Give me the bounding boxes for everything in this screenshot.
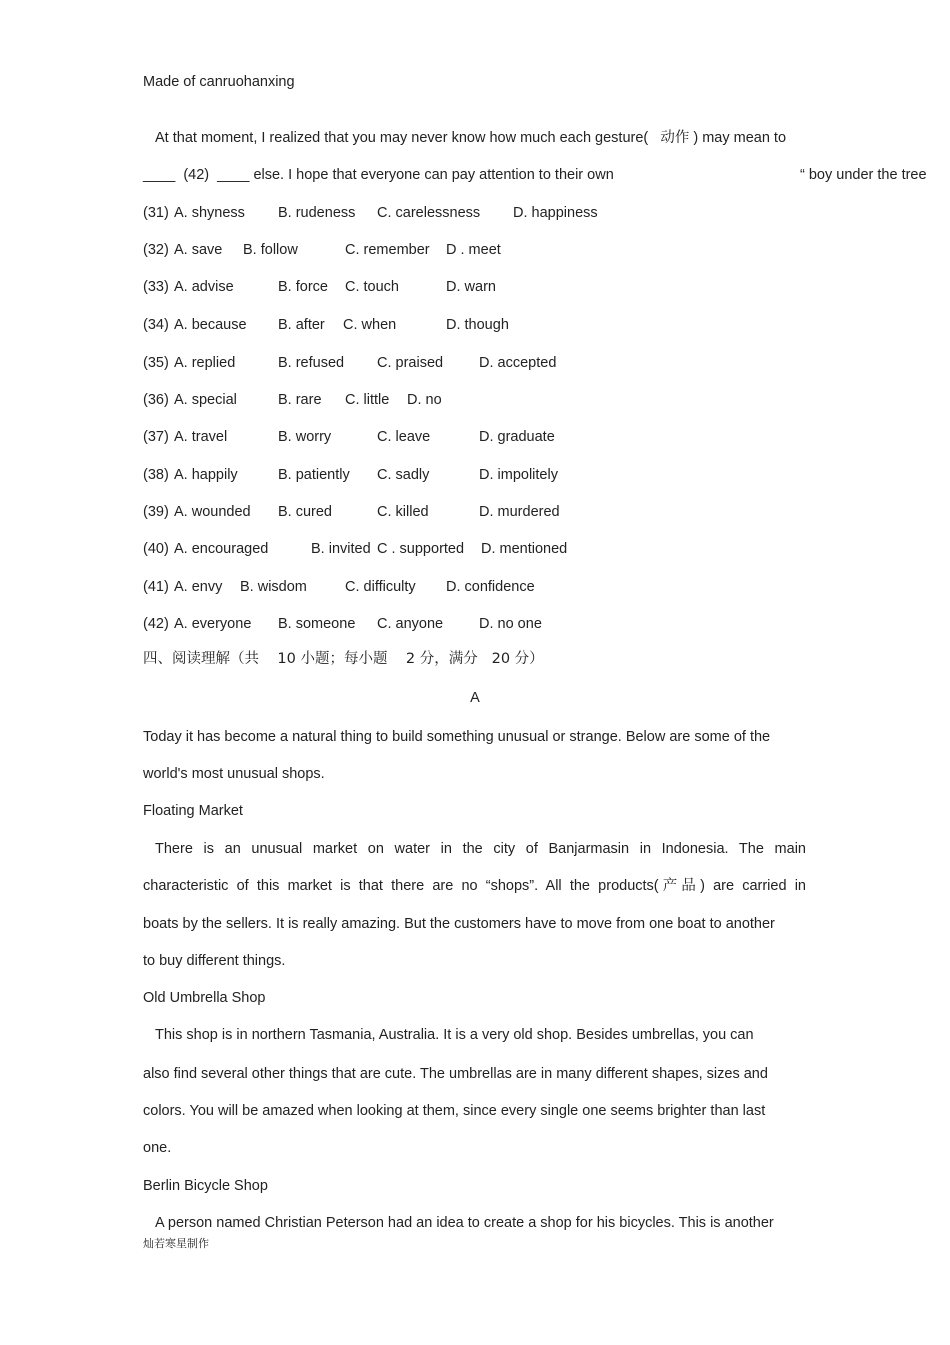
question-number: (38) <box>143 467 169 483</box>
option-a: A. special <box>174 392 237 408</box>
question-number: (42) <box>143 616 169 632</box>
option-c: C. sadly <box>377 467 430 483</box>
option-b: B. rare <box>278 392 322 408</box>
option-d: D. happiness <box>513 205 598 221</box>
option-b: B. invited <box>311 541 371 557</box>
passage-label: A <box>470 690 480 706</box>
question-number: (36) <box>143 392 169 408</box>
option-c: C. leave <box>377 429 431 445</box>
section-title-old-umbrella-shop: Old Umbrella Shop <box>143 990 266 1006</box>
option-c: C. carelessness <box>377 205 481 221</box>
option-d: D. mentioned <box>481 541 568 557</box>
option-b: B. patiently <box>278 467 350 483</box>
floating-market-line-2: characteristic of this market is that there are no “shops”. All the products(产品) are carried in <box>143 878 806 894</box>
intro-line-1: At that moment, I realized that you may never know how much each gesture( 动作 ) may mean to <box>155 130 787 146</box>
option-d: D. no <box>407 392 442 408</box>
option-a: A. wounded <box>174 504 251 520</box>
question-number: (31) <box>143 205 169 221</box>
intro-line-2: ____ (42) ____ else. I hope that everyone can pay attention to their own <box>143 167 614 183</box>
option-b: B. someone <box>278 616 356 632</box>
floating-market-line-1: There is an unusual market on water in the city of Banjarmasin in Indonesia. The main <box>155 841 806 857</box>
option-c: C . supported <box>377 541 465 557</box>
option-c: C. when <box>343 317 397 333</box>
option-c: C. killed <box>377 504 429 520</box>
question-number: (40) <box>143 541 169 557</box>
bicycle-shop-line-1: A person named Christian Peterson had an idea to create a shop for his bicycles. This is another <box>155 1215 774 1231</box>
floating-market-line-4: to buy different things. <box>143 953 286 969</box>
option-c: C. touch <box>345 279 399 295</box>
option-a: A. everyone <box>174 616 252 632</box>
option-c: C. difficulty <box>345 579 416 595</box>
question-number: (34) <box>143 317 169 333</box>
option-d: D. warn <box>446 279 496 295</box>
option-d: D. graduate <box>479 429 555 445</box>
umbrella-shop-line-4: one. <box>143 1140 172 1156</box>
option-a: A. advise <box>174 279 234 295</box>
option-b: B. rudeness <box>278 205 356 221</box>
floating-market-line-3: boats by the sellers. It is really amazing. But the customers have to move from one boat to another <box>143 916 775 932</box>
option-b: B. follow <box>243 242 298 258</box>
passage-intro-line-1: Today it has become a natural thing to build something unusual or strange. Below are some of the <box>143 729 771 745</box>
section-title-berlin-bicycle-shop: Berlin Bicycle Shop <box>143 1178 268 1194</box>
page-header: Made of canruohanxing <box>143 74 295 90</box>
intro-line-2-quote: “ boy under the tree <box>800 167 927 183</box>
question-number: (39) <box>143 504 169 520</box>
question-number: (33) <box>143 279 169 295</box>
option-b: B. worry <box>278 429 332 445</box>
option-a: A. encouraged <box>174 541 269 557</box>
umbrella-shop-line-3: colors. You will be amazed when looking at them, since every single one seems brighter than last <box>143 1103 766 1119</box>
option-d: D. no one <box>479 616 542 632</box>
option-c: C. little <box>345 392 390 408</box>
option-a: A. shyness <box>174 205 245 221</box>
question-number: (32) <box>143 242 169 258</box>
page-footer: 灿若寒星制作 <box>143 1237 209 1250</box>
umbrella-shop-line-1: This shop is in northern Tasmania, Australia. It is a very old shop. Besides umbrellas, you can <box>155 1027 754 1043</box>
option-a: A. happily <box>174 467 238 483</box>
option-c: C. anyone <box>377 616 444 632</box>
option-a: A. save <box>174 242 223 258</box>
option-d: D. murdered <box>479 504 560 520</box>
question-number: (35) <box>143 355 169 371</box>
option-d: D. confidence <box>446 579 535 595</box>
option-a: A. replied <box>174 355 236 371</box>
option-d: D. impolitely <box>479 467 558 483</box>
option-b: B. wisdom <box>240 579 307 595</box>
passage-intro-line-2: world's most unusual shops. <box>143 766 325 782</box>
option-d: D . meet <box>446 242 501 258</box>
option-a: A. travel <box>174 429 228 445</box>
question-number: (41) <box>143 579 169 595</box>
option-b: B. after <box>278 317 325 333</box>
option-b: B. cured <box>278 504 332 520</box>
option-d: D. though <box>446 317 509 333</box>
section-heading: 四、阅读理解（共 10 小题；每小题 2 分，满分 20 分） <box>143 651 544 667</box>
question-number: (37) <box>143 429 169 445</box>
umbrella-shop-line-2: also find several other things that are cute. The umbrellas are in many different shapes, sizes and <box>143 1066 768 1082</box>
section-title-floating-market: Floating Market <box>143 803 243 819</box>
option-a: A. envy <box>174 579 223 595</box>
option-c: C. remember <box>345 242 430 258</box>
option-c: C. praised <box>377 355 444 371</box>
option-a: A. because <box>174 317 247 333</box>
option-d: D. accepted <box>479 355 557 371</box>
option-b: B. refused <box>278 355 345 371</box>
option-b: B. force <box>278 279 328 295</box>
